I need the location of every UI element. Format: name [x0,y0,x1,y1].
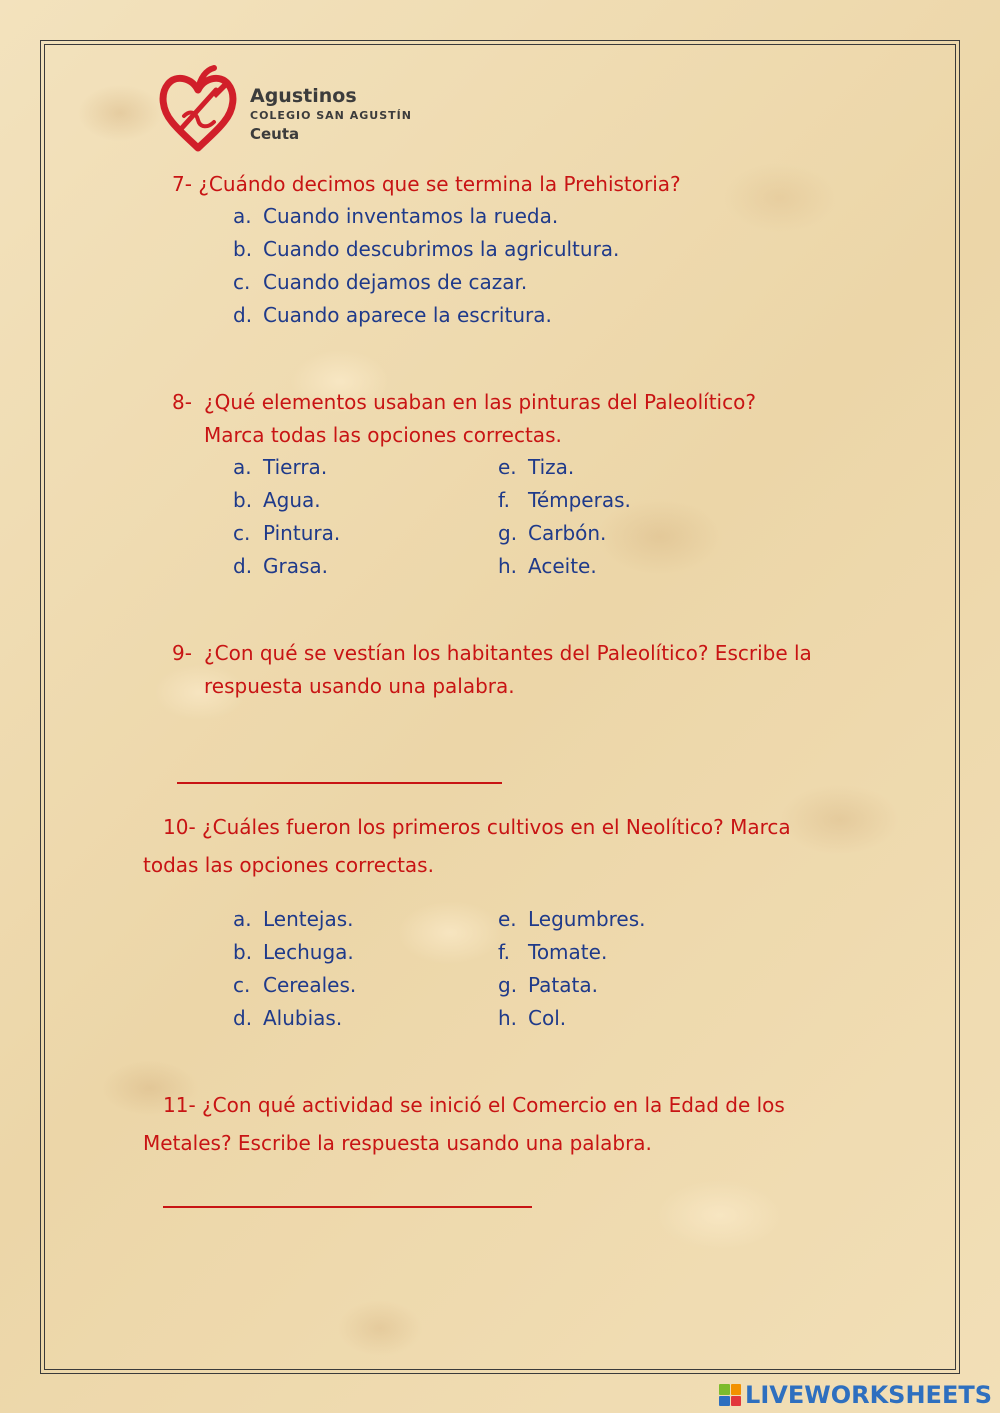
logo-city: Ceuta [250,125,300,143]
option-item[interactable]: g. Patata. [498,973,598,997]
option-item[interactable]: a. Tierra. [233,455,328,479]
answer-line-q9[interactable] [177,782,502,784]
option-item[interactable]: a. Cuando inventamos la rueda. [233,204,559,228]
question-9-text: ¿Con qué se vestían los habitantes del Paleolítico? Escribe la [204,641,812,665]
liveworksheets-watermark [719,1381,992,1409]
option-item[interactable]: c. Cuando dejamos de cazar. [233,270,528,294]
option-item[interactable]: c. Cereales. [233,973,357,997]
liveworksheets-logo-icon [719,1384,741,1406]
question-7 [172,168,862,201]
question-11 [163,1089,863,1122]
question-9-text-line2: respuesta usando una palabra. [204,674,515,698]
question-8-number: 8- [172,390,192,414]
question-9-number: 9- [172,641,192,665]
option-item[interactable]: d. Alubias. [233,1006,343,1030]
option-item[interactable]: b. Agua. [233,488,321,512]
option-item[interactable]: b. Cuando descubrimos la agricultura. [233,237,620,261]
option-item[interactable]: d. Grasa. [233,554,329,578]
school-logo [158,64,458,156]
question-number: 7- [172,172,192,196]
option-item[interactable]: b. Lechuga. [233,940,354,964]
heart-logo-icon [158,64,238,152]
question-8-text-line2: Marca todas las opciones correctas. [204,423,562,447]
option-item[interactable]: g. Carbón. [498,521,607,545]
option-item[interactable]: h. Col. [498,1006,567,1030]
question-text: ¿Con qué actividad se inició el Comercio en la Edad de los [202,1093,785,1117]
question-10 [163,811,863,844]
question-text: ¿Cuándo decimos que se termina la Prehistoria? [198,172,681,196]
option-item[interactable]: h. Aceite. [498,554,597,578]
question-10-text-line2: todas las opciones correctas. [143,853,434,877]
option-item[interactable]: e. Legumbres. [498,907,646,931]
option-item[interactable]: e. Tiza. [498,455,575,479]
answer-line-q11[interactable] [163,1206,532,1208]
question-number: 11- [163,1093,196,1117]
option-item[interactable]: d. Cuando aparece la escritura. [233,303,552,327]
option-item[interactable]: f. Témperas. [498,488,631,512]
option-item[interactable]: c. Pintura. [233,521,341,545]
logo-text [250,84,412,144]
question-number: 10- [163,815,196,839]
logo-subtitle: COLEGIO SAN AGUSTÍN [250,109,412,122]
question-text: ¿Cuáles fueron los primeros cultivos en el Neolítico? Marca [202,815,791,839]
option-item[interactable]: f. Tomate. [498,940,608,964]
question-11-text-line2: Metales? Escribe la respuesta usando una palabra. [143,1131,652,1155]
watermark-text: LIVEWORKSHEETS [745,1381,992,1409]
option-item[interactable]: a. Lentejas. [233,907,354,931]
logo-name: Agustinos [250,85,357,107]
question-8-text: ¿Qué elementos usaban en las pinturas del Paleolítico? [204,390,756,414]
